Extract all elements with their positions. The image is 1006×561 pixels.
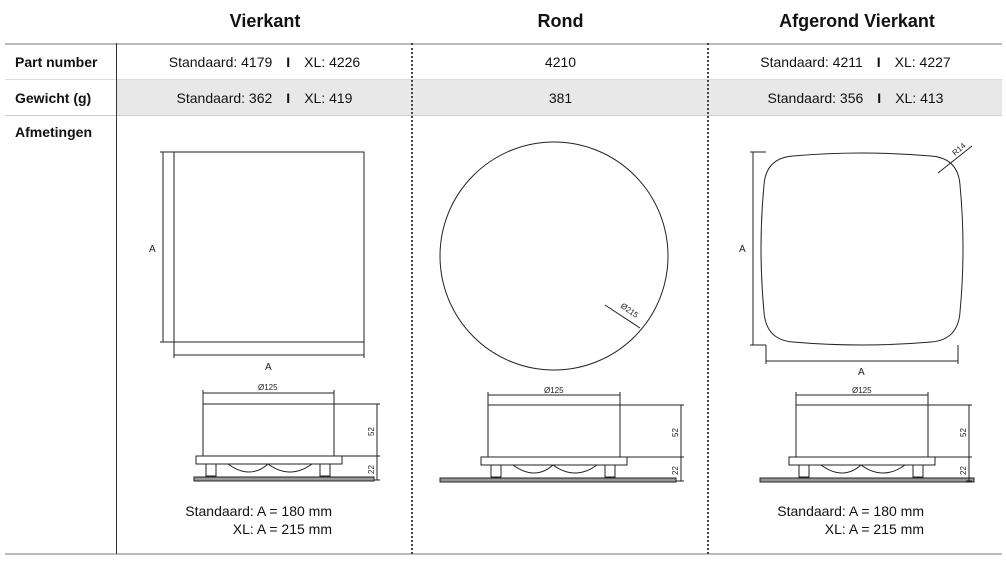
column-header-rond: Rond	[537, 11, 584, 31]
dim-label-a: A	[265, 362, 272, 373]
vierkant-top-view	[160, 152, 364, 358]
dim-label-height: 52	[367, 427, 376, 436]
row-label-afmetingen: Afmetingen	[15, 124, 92, 140]
separator: I	[877, 90, 882, 106]
gewicht-standaard: Standaard: 356	[767, 90, 864, 106]
dim-label-radius: R14	[950, 141, 968, 158]
afgerond-top-view	[750, 146, 972, 364]
dim-label-a: A	[858, 367, 865, 378]
rond-side-view	[440, 392, 684, 482]
separator: I	[286, 54, 291, 70]
dim-label-a: A	[149, 244, 156, 255]
dimension-xl: XL: A = 215 mm	[232, 521, 332, 537]
dimensions-vierkant	[150, 502, 332, 538]
dim-label-base: 22	[959, 466, 968, 475]
dimension-standaard: Standaard: A = 180 mm	[185, 503, 332, 519]
dimension-xl: XL: A = 215 mm	[824, 521, 924, 537]
rond-top-view	[440, 142, 668, 370]
vierkant-side-view	[194, 390, 380, 481]
column-header-afgerond-vierkant: Afgerond Vierkant	[779, 11, 935, 31]
part-number-xl: XL: 4226	[304, 54, 361, 70]
gewicht-standaard: Standaard: 362	[176, 90, 273, 106]
dimension-standaard: Standaard: A = 180 mm	[777, 503, 924, 519]
separator: I	[286, 90, 291, 106]
row-label-gewicht: Gewicht (g)	[15, 90, 92, 106]
part-number-standaard: Standaard: 4211	[760, 54, 863, 70]
part-number-rond: 4210	[544, 54, 577, 70]
part-number-xl: XL: 4227	[894, 54, 951, 70]
dim-label-diameter: Ø125	[852, 386, 872, 395]
gewicht-rond: 381	[548, 90, 573, 106]
part-number-standaard: Standaard: 4179	[168, 54, 273, 70]
dim-label-circle: Ø215	[618, 301, 641, 320]
dim-label-a: A	[739, 244, 746, 255]
column-header-vierkant: Vierkant	[229, 11, 301, 31]
gewicht-xl: XL: 419	[304, 90, 353, 106]
dim-label-base: 22	[671, 466, 680, 475]
separator: I	[876, 54, 881, 70]
dim-label-diameter: Ø125	[544, 386, 564, 395]
dim-label-height: 52	[671, 428, 680, 437]
afgerond-side-view	[760, 392, 974, 482]
row-label-part-number: Part number	[15, 54, 98, 70]
gewicht-xl: XL: 413	[895, 90, 944, 106]
dim-label-diameter: Ø125	[258, 383, 278, 392]
dim-label-base: 22	[367, 465, 376, 474]
dim-label-height: 52	[959, 428, 968, 437]
dimensions-afgerond	[742, 502, 924, 538]
